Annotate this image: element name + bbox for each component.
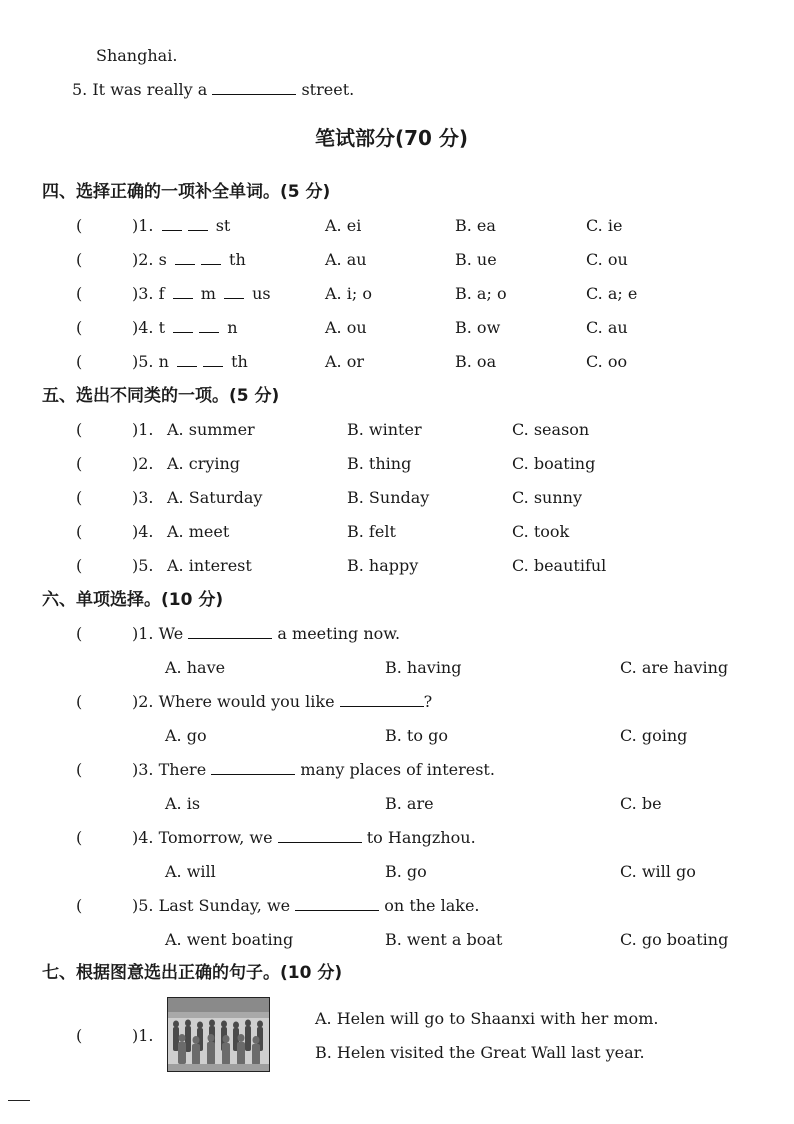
answer-blank[interactable] <box>212 80 296 95</box>
option-b[interactable]: B. happy <box>347 556 419 575</box>
answer-paren[interactable]: ( <box>76 318 83 337</box>
option-a[interactable]: A. have <box>165 658 226 677</box>
answer-paren[interactable]: ( <box>76 1026 83 1045</box>
option-b[interactable]: B. are <box>385 794 434 813</box>
option-c[interactable]: C. are having <box>620 658 729 677</box>
option-a[interactable]: A. go <box>165 726 207 745</box>
option-a[interactable]: A. went boating <box>165 930 294 949</box>
question-number: )1. <box>132 420 154 439</box>
q5-prefix: It was really a <box>92 80 208 99</box>
question-suffix: a meeting now. <box>277 624 401 643</box>
question-text <box>132 250 246 270</box>
letter-blank[interactable] <box>203 354 223 367</box>
letter-blank[interactable] <box>162 218 182 231</box>
letter-blank[interactable] <box>224 286 244 299</box>
option-a[interactable]: A. crying <box>167 454 241 473</box>
option-b[interactable]: B. ow <box>455 318 501 337</box>
option-b[interactable]: B. go <box>385 862 427 881</box>
question-text <box>132 896 480 916</box>
option-c[interactable]: C. will go <box>620 862 696 881</box>
option-a[interactable]: A. Helen will go to Shaanxi with her mom. <box>315 1009 659 1028</box>
question-text <box>132 318 238 338</box>
answer-paren[interactable]: ( <box>76 522 83 541</box>
option-b[interactable]: B. felt <box>347 522 396 541</box>
option-b[interactable]: B. oa <box>455 352 497 371</box>
option-c[interactable]: C. be <box>620 794 662 813</box>
option-c[interactable]: C. oo <box>586 352 628 371</box>
letter-blank[interactable] <box>201 252 221 265</box>
letter-blank[interactable] <box>173 320 193 333</box>
option-b[interactable]: B. to go <box>385 726 448 745</box>
letter-blank[interactable] <box>175 252 195 265</box>
letter-blank[interactable] <box>177 354 197 367</box>
answer-paren[interactable]: ( <box>76 896 83 915</box>
option-c[interactable]: C. ie <box>586 216 623 235</box>
answer-paren[interactable]: ( <box>76 692 83 711</box>
question-number: )1. <box>132 216 154 235</box>
section-6-title: 六、单项选择。(10 分) <box>42 590 224 610</box>
photo-illustration <box>168 998 269 1071</box>
word-part: t <box>158 318 166 337</box>
option-c[interactable]: C. beautiful <box>512 556 607 575</box>
question-number: )5. <box>132 896 154 915</box>
answer-blank[interactable] <box>188 624 272 639</box>
question-number: )2. <box>132 692 154 711</box>
option-a[interactable]: A. i; o <box>325 284 372 303</box>
page-corner-mark <box>8 1100 30 1101</box>
option-a[interactable]: A. is <box>165 794 201 813</box>
question-text <box>132 216 230 236</box>
answer-blank[interactable] <box>340 692 424 707</box>
word-part: th <box>231 352 248 371</box>
question-prefix: Where would you like <box>158 692 335 711</box>
option-b[interactable]: B. thing <box>347 454 412 473</box>
answer-paren[interactable]: ( <box>76 828 83 847</box>
question-number: )2. <box>132 250 154 269</box>
answer-paren[interactable]: ( <box>76 284 83 303</box>
word-part: st <box>215 216 231 235</box>
option-b[interactable]: B. having <box>385 658 462 677</box>
option-a[interactable]: A. ei <box>325 216 362 235</box>
option-b[interactable]: B. ea <box>455 216 496 235</box>
listening-q5 <box>72 80 354 100</box>
option-a[interactable]: A. interest <box>167 556 252 575</box>
option-b[interactable]: B. Sunday <box>347 488 430 507</box>
written-section-title: 笔试部分(70 分) <box>315 126 469 150</box>
q5-suffix: street. <box>301 80 355 99</box>
question-suffix: ? <box>423 692 433 711</box>
answer-blank[interactable] <box>295 896 379 911</box>
option-b[interactable]: B. went a boat <box>385 930 503 949</box>
option-b[interactable]: B. a; o <box>455 284 507 303</box>
word-part: m <box>200 284 216 303</box>
word-part: s <box>158 250 167 269</box>
answer-paren[interactable]: ( <box>76 216 83 235</box>
question-number: )1. <box>132 1026 154 1045</box>
option-c[interactable]: C. a; e <box>586 284 638 303</box>
letter-blank[interactable] <box>173 286 193 299</box>
question-prefix: Tomorrow, we <box>158 828 273 847</box>
option-a[interactable]: A. ou <box>325 318 367 337</box>
word-part: n <box>227 318 238 337</box>
question-number: )3. <box>132 760 154 779</box>
section-4-title: 四、选择正确的一项补全单词。(5 分) <box>42 182 331 202</box>
question-number: )2. <box>132 454 154 473</box>
option-c[interactable]: C. sunny <box>512 488 583 507</box>
answer-paren[interactable]: ( <box>76 488 83 507</box>
question-prefix: We <box>158 624 184 643</box>
question-text <box>132 352 248 372</box>
question-number: )4. <box>132 318 154 337</box>
question-suffix: on the lake. <box>384 896 480 915</box>
question-prefix: There <box>158 760 207 779</box>
question-number: )5. <box>132 352 154 371</box>
option-a[interactable]: A. Saturday <box>167 488 263 507</box>
answer-paren[interactable]: ( <box>76 760 83 779</box>
question-text <box>132 284 271 304</box>
word-part: th <box>229 250 246 269</box>
option-a[interactable]: A. au <box>325 250 367 269</box>
section-5-title: 五、选出不同类的一项。(5 分) <box>42 386 280 406</box>
option-c[interactable]: C. season <box>512 420 590 439</box>
question-text <box>132 828 476 848</box>
question-number: )4. <box>132 828 154 847</box>
option-c[interactable]: C. go boating <box>620 930 729 949</box>
option-c[interactable]: C. boating <box>512 454 596 473</box>
word-part: n <box>158 352 169 371</box>
question-text <box>132 692 432 712</box>
option-a[interactable]: A. summer <box>167 420 255 439</box>
answer-paren[interactable]: ( <box>76 250 83 269</box>
option-b[interactable]: B. Helen visited the Great Wall last year. <box>315 1043 645 1062</box>
section-7-title: 七、根据图意选出正确的句子。(10 分) <box>42 963 343 983</box>
word-part: us <box>252 284 271 303</box>
question-prefix: Last Sunday, we <box>158 896 291 915</box>
answer-blank[interactable] <box>211 760 295 775</box>
option-c[interactable]: C. going <box>620 726 688 745</box>
option-a[interactable]: A. meet <box>167 522 230 541</box>
answer-paren[interactable]: ( <box>76 420 83 439</box>
answer-paren[interactable]: ( <box>76 454 83 473</box>
option-a[interactable]: A. will <box>165 862 216 881</box>
question-number: )4. <box>132 522 154 541</box>
option-a[interactable]: A. or <box>325 352 365 371</box>
question-number: )1. <box>132 624 154 643</box>
letter-blank[interactable] <box>199 320 219 333</box>
question-number: )3. <box>132 488 154 507</box>
q5-number: 5. <box>72 80 88 99</box>
answer-paren[interactable]: ( <box>76 624 83 643</box>
option-c[interactable]: C. took <box>512 522 570 541</box>
question-number: )3. <box>132 284 154 303</box>
option-b[interactable]: B. ue <box>455 250 497 269</box>
answer-paren[interactable]: ( <box>76 556 83 575</box>
question-suffix: many places of interest. <box>300 760 495 779</box>
option-c[interactable]: C. au <box>586 318 628 337</box>
answer-blank[interactable] <box>278 828 362 843</box>
continued-text: Shanghai. <box>96 46 178 65</box>
word-part: f <box>158 284 165 303</box>
question-text <box>132 624 400 644</box>
question-text <box>132 760 495 780</box>
question-suffix: to Hangzhou. <box>366 828 476 847</box>
terracotta-warriors-photo <box>167 997 270 1072</box>
option-c[interactable]: C. ou <box>586 250 628 269</box>
letter-blank[interactable] <box>188 218 208 231</box>
question-number: )5. <box>132 556 154 575</box>
answer-paren[interactable]: ( <box>76 352 83 371</box>
option-b[interactable]: B. winter <box>347 420 422 439</box>
